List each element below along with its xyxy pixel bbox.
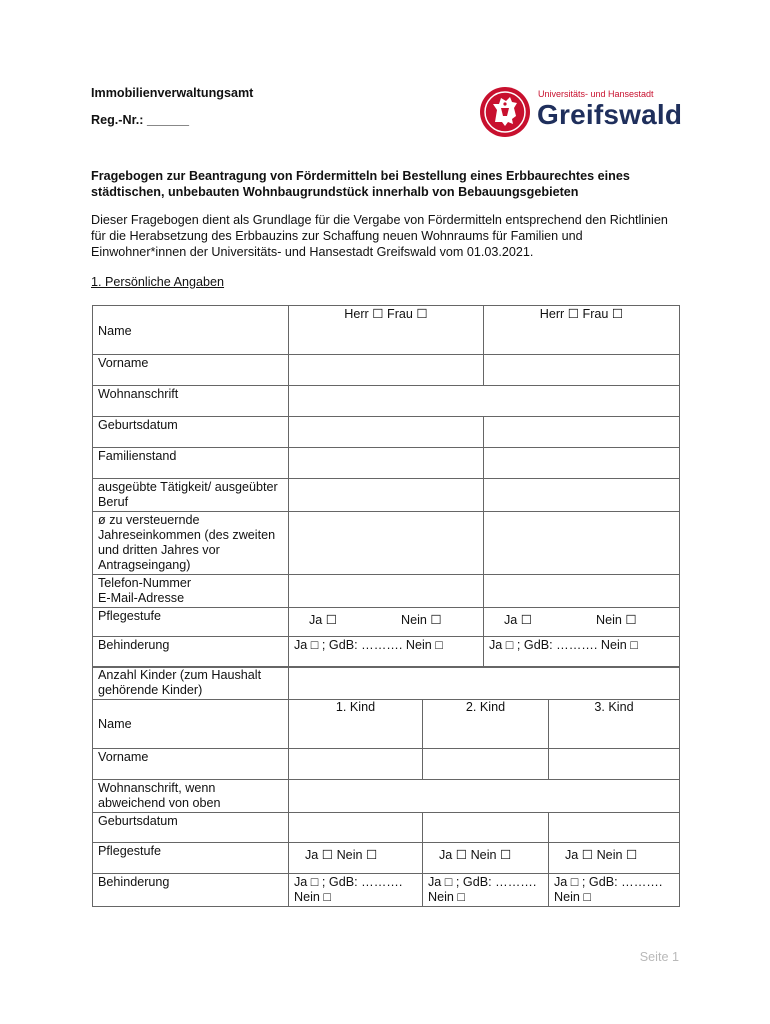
kind-3-geburtsdatum-field[interactable] xyxy=(549,813,680,843)
row-label-kind-wohnanschrift: Wohnanschrift, wenn abweichend von oben xyxy=(93,780,289,813)
logo-name: Greifswald xyxy=(537,99,683,130)
behinderung-nein[interactable]: Nein □ xyxy=(554,890,592,904)
geburtsdatum-field-applicant-1[interactable] xyxy=(289,417,484,448)
kind-wohnanschrift-field[interactable] xyxy=(289,780,680,813)
kind-3-behinderung-options[interactable] xyxy=(549,874,680,907)
anzahl-kinder-field[interactable] xyxy=(289,667,680,700)
vorname-field-applicant-2[interactable] xyxy=(484,355,680,386)
kind-3-pflegestufe-options[interactable]: Ja ☐ Nein ☐ xyxy=(549,843,680,874)
row-label-behinderung: Behinderung xyxy=(93,637,289,668)
familienstand-field-applicant-2[interactable] xyxy=(484,448,680,479)
section-heading: 1. Persönliche Angaben xyxy=(91,275,225,289)
geburtsdatum-field-applicant-2[interactable] xyxy=(484,417,680,448)
row-label-familienstand: Familienstand xyxy=(93,448,289,479)
intro-paragraph: Dieser Fragebogen dient als Grundlage für die Vergabe von Fördermitteln entsprechend den Richtlinien für die Herabsetzung des Erbbauzins zur Schaffung neuen Wohnraums für Familien und Einwohner*innen der Universitäts- und Hansestadt Greifswald vom 01.03.2021. xyxy=(91,213,668,259)
behinderung-ja-gdb[interactable]: Ja □ ; GdB: ………. xyxy=(294,875,403,889)
kind-1-geburtsdatum-field[interactable] xyxy=(289,813,423,843)
row-label-kind-behinderung: Behinderung xyxy=(93,874,289,907)
behinderung-options-applicant-2[interactable]: Ja □ ; GdB: ………. Nein □ xyxy=(484,637,680,668)
behinderung-options-applicant-1[interactable]: Ja □ ; GdB: ………. Nein □ xyxy=(289,637,484,668)
row-label-wohnanschrift: Wohnanschrift xyxy=(93,386,289,417)
row-label-einkommen: ø zu versteuernde Jahreseinkommen (des zweiten und dritten Jahres vor Antragseingang) xyxy=(93,512,289,575)
pflegestufe-nein-checkbox[interactable]: Nein ☐ xyxy=(596,613,637,627)
row-label-kind-name: Name xyxy=(93,700,289,749)
kind-3-vorname-field[interactable] xyxy=(549,749,680,780)
telefon-label: Telefon-Nummer xyxy=(98,576,192,590)
familienstand-field-applicant-1[interactable] xyxy=(289,448,484,479)
pflegestufe-ja-checkbox[interactable]: Ja ☐ xyxy=(309,613,338,627)
child-1-header: 1. Kind xyxy=(289,700,423,749)
row-label-beruf: ausgeübte Tätigkeit/ ausgeübter Beruf xyxy=(93,479,289,512)
applicants-table xyxy=(92,305,680,668)
child-3-header: 3. Kind xyxy=(549,700,680,749)
logo-subtitle: Universitäts- und Hansestadt xyxy=(538,89,654,99)
pflegestufe-options-applicant-2[interactable] xyxy=(484,608,680,637)
row-label-geburtsdatum: Geburtsdatum xyxy=(93,417,289,448)
pflegestufe-options-applicant-1[interactable] xyxy=(289,608,484,637)
kind-1-pflegestufe-options[interactable]: Ja ☐ Nein ☐ xyxy=(289,843,423,874)
email-label: E-Mail-Adresse xyxy=(98,591,185,605)
contact-field-applicant-2[interactable] xyxy=(484,575,680,608)
beruf-field-applicant-1[interactable] xyxy=(289,479,484,512)
row-label-anzahl-kinder: Anzahl Kinder (zum Haushalt gehörende Kinder) xyxy=(93,667,289,700)
behinderung-ja-gdb[interactable]: Ja □ ; GdB: ………. xyxy=(428,875,537,889)
children-table xyxy=(92,666,680,907)
pflegestufe-nein-checkbox[interactable]: Nein ☐ xyxy=(401,613,442,627)
kind-1-behinderung-options[interactable] xyxy=(289,874,423,907)
child-2-header: 2. Kind xyxy=(423,700,549,749)
behinderung-ja-gdb[interactable]: Ja □ ; GdB: ………. xyxy=(554,875,663,889)
row-label-kind-pflegestufe: Pflegestufe xyxy=(93,843,289,874)
row-label-contact xyxy=(93,575,289,608)
pflegestufe-ja-checkbox[interactable]: Ja ☐ xyxy=(504,613,533,627)
kind-2-behinderung-options[interactable] xyxy=(423,874,549,907)
kind-2-geburtsdatum-field[interactable] xyxy=(423,813,549,843)
document-title: Fragebogen zur Beantragung von Fördermitteln bei Bestellung eines Erbbaurechtes eines städtischen, unbebauten Wohnbaugrundstück innerhalb von Bebauungsgebieten xyxy=(91,169,630,199)
kind-1-vorname-field[interactable] xyxy=(289,749,423,780)
kind-2-pflegestufe-options[interactable]: Ja ☐ Nein ☐ xyxy=(423,843,549,874)
greifswald-logo xyxy=(479,86,684,138)
einkommen-field-applicant-1[interactable] xyxy=(289,512,484,575)
beruf-field-applicant-2[interactable] xyxy=(484,479,680,512)
kind-2-vorname-field[interactable] xyxy=(423,749,549,780)
row-label-kind-geburtsdatum: Geburtsdatum xyxy=(93,813,289,843)
row-label-pflegestufe: Pflegestufe xyxy=(93,608,289,637)
gender-checkbox-applicant-2[interactable]: Herr ☐ Frau ☐ xyxy=(484,306,680,355)
row-label-name: Name xyxy=(93,306,289,355)
office-name: Immobilienverwaltungsamt xyxy=(91,86,254,100)
einkommen-field-applicant-2[interactable] xyxy=(484,512,680,575)
registration-number: Reg.-Nr.: ______ xyxy=(91,113,190,127)
vorname-field-applicant-1[interactable] xyxy=(289,355,484,386)
wohnanschrift-field[interactable] xyxy=(289,386,680,417)
behinderung-nein[interactable]: Nein □ xyxy=(294,890,332,904)
behinderung-nein[interactable]: Nein □ xyxy=(428,890,466,904)
contact-field-applicant-1[interactable] xyxy=(289,575,484,608)
gender-checkbox-applicant-1[interactable]: Herr ☐ Frau ☐ xyxy=(289,306,484,355)
row-label-kind-vorname: Vorname xyxy=(93,749,289,780)
row-label-vorname: Vorname xyxy=(93,355,289,386)
page-number: Seite 1 xyxy=(639,950,679,964)
